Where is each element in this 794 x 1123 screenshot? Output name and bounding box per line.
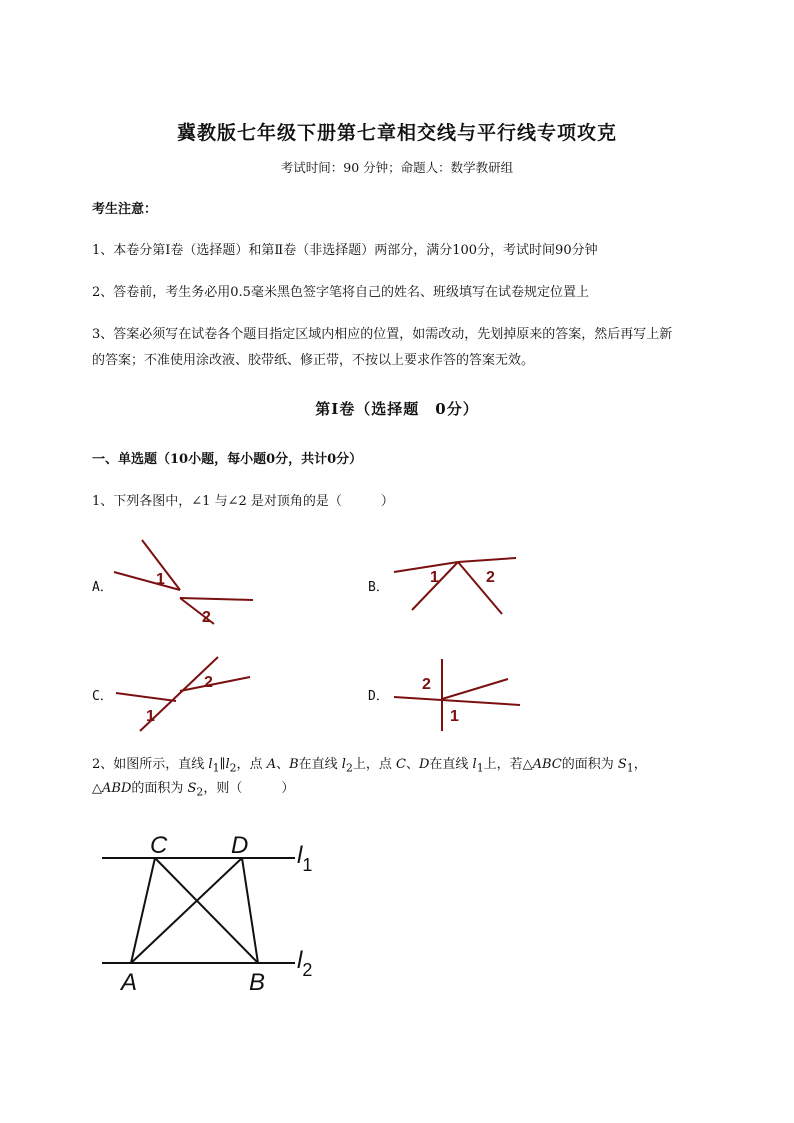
angle-label-2: 2 xyxy=(486,569,495,586)
stem-text: △ xyxy=(92,781,102,796)
angle-label-1: 1 xyxy=(146,708,155,725)
line xyxy=(442,679,508,699)
stem-text: 上，点 xyxy=(352,757,396,772)
point-symbol: C xyxy=(396,757,406,772)
exam-info: 考试时间：90 分钟；命题人：数学教研组 xyxy=(280,160,514,175)
line xyxy=(458,558,516,562)
question-2-stem-cont xyxy=(92,776,712,806)
angle-label-2: 2 xyxy=(204,674,213,691)
stem-text: 、 xyxy=(405,757,419,772)
point-label-a: A xyxy=(121,969,138,996)
angle-label-1: 1 xyxy=(430,569,439,586)
stem-text: 的面积为 xyxy=(561,757,618,772)
notice-heading: 考生注意： xyxy=(92,202,158,217)
line xyxy=(116,693,176,701)
line xyxy=(458,562,502,614)
line-label-l2: $l_2$ xyxy=(297,947,313,980)
line xyxy=(394,697,520,705)
stem-text: 上，若△ xyxy=(483,757,533,772)
triangle-name: ABD xyxy=(102,781,132,796)
subscript: 1 xyxy=(626,761,634,775)
line xyxy=(114,572,180,590)
area-symbol: S xyxy=(617,757,627,772)
segment-bd xyxy=(242,858,258,963)
option-a-figure xyxy=(110,536,260,631)
triangle-name: ABC xyxy=(532,757,562,772)
stem-text: 2、如图所示，直线 xyxy=(92,757,209,772)
subscript: 2 xyxy=(345,761,353,775)
option-b-label[interactable]: B． xyxy=(368,580,389,595)
point-symbol: D xyxy=(418,757,430,772)
area-symbol: S xyxy=(187,781,197,796)
subscript: 2 xyxy=(196,785,204,799)
segment-bc xyxy=(155,858,258,963)
line-symbol: l xyxy=(341,757,346,772)
angle-label-1: 1 xyxy=(156,571,165,588)
option-c-figure xyxy=(112,655,257,735)
angle-label-2: 2 xyxy=(202,609,211,626)
stem-text: 的面积为 xyxy=(131,781,188,796)
stem-text: 在直线 xyxy=(429,757,473,772)
notice-item-2: 2、答卷前，考生务必用0.5毫米黑色签字笔将自己的姓名、班级填写在试卷规定位置上 xyxy=(92,285,589,300)
point-label-d: D xyxy=(231,832,249,859)
notice-item-3: 3、答案必须写在试卷各个题目指定区域内相应的位置，如需改动，先划掉原来的答案，然后再写上新 xyxy=(92,327,673,342)
stem-text: ， xyxy=(633,757,647,772)
notice-item-3-cont: 的答案；不准使用涂改液、胶带纸、修正带，不按以上要求作答的答案无效。 xyxy=(92,353,535,368)
option-d-label[interactable]: D． xyxy=(368,689,389,704)
line-symbol: l xyxy=(472,757,477,772)
option-d-figure xyxy=(390,655,525,735)
point-symbol: B xyxy=(289,757,299,772)
question-1-stem: 1、下列各图中，∠1 与∠2 是对顶角的是（ ） xyxy=(92,494,394,509)
option-a-label[interactable]: A． xyxy=(92,580,113,595)
stem-text: 在直线 xyxy=(298,757,342,772)
point-label-c: C xyxy=(150,832,168,859)
line-symbol: l xyxy=(225,757,230,772)
parallel-symbol: ∥ xyxy=(219,757,226,772)
stem-text: ，点 xyxy=(236,757,267,772)
line-label-l1: $l_1$ xyxy=(297,842,313,875)
part-title: 一、单选题（10小题，每小题0分，共计0分） xyxy=(92,452,363,467)
segment-ad xyxy=(131,858,242,963)
angle-label-2: 2 xyxy=(422,676,431,693)
line-symbol: l xyxy=(208,757,213,772)
angle-label-1: 1 xyxy=(450,708,459,725)
point-symbol: A xyxy=(266,757,277,772)
point-label-b: B xyxy=(249,969,266,996)
notice-item-1: 1、本卷分第Ⅰ卷（选择题）和第Ⅱ卷（非选择题）两部分，满分100分，考试时间90分钟 xyxy=(92,243,598,258)
question-2-figure xyxy=(95,828,335,998)
stem-text: ，则（ ） xyxy=(203,781,295,796)
segment-ac xyxy=(131,858,155,963)
stem-text: 、 xyxy=(276,757,290,772)
section-title: 第Ⅰ卷（选择题 0分） xyxy=(315,400,479,418)
subscript: 2 xyxy=(229,761,237,775)
option-b-figure xyxy=(390,550,525,620)
subscript: 1 xyxy=(212,761,220,775)
subscript: 1 xyxy=(476,761,484,775)
option-c-label[interactable]: C． xyxy=(92,689,113,704)
line xyxy=(394,562,458,572)
page-title: 冀教版七年级下册第七章相交线与平行线专项攻克 xyxy=(176,122,617,144)
line xyxy=(180,598,253,600)
